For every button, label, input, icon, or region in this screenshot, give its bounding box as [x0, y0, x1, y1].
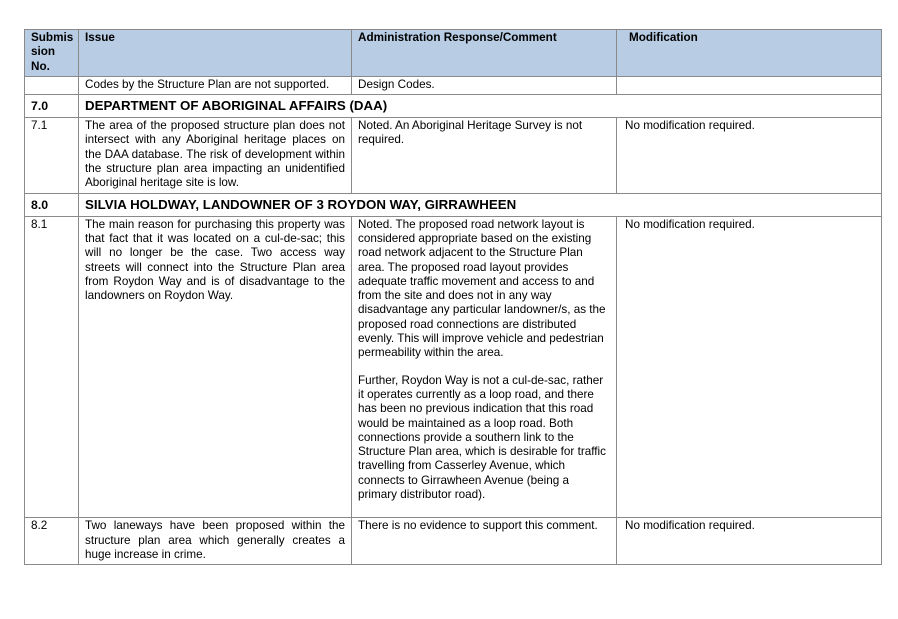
header-response: Administration Response/Comment — [352, 30, 617, 77]
table-row-8-1 — [25, 216, 882, 518]
header-submission-no: Submis sion No. — [25, 30, 79, 77]
cell-number: 7.1 — [25, 118, 79, 193]
table-row-8-2 — [25, 518, 882, 565]
cell-response — [352, 518, 617, 565]
cell-modification: No modification required. — [617, 216, 882, 518]
cell-response — [352, 216, 617, 518]
header-row — [25, 30, 882, 77]
response-paragraph: Further, Roydon Way is not a cul-de-sac, rather it operates currently as a loop road, and there has been no previous indication that this road would be maintained as a loop road. Both connections provide a southern link to the Structure Plan area, which is desirable for traffic travelling from Casserley Avenue, which connects to Girrawheen Avenue (being a primary distributor road). — [358, 373, 606, 502]
cell-issue: The main reason for purchasing this property was that fact that it was located on a cul-de-sac; this will no longer be the case. Two access way streets will connect into the Structure Plan area from Roydon Way and is of disadvantage to the landowners on Roydon Way. — [79, 216, 352, 518]
cell-response: Design Codes. — [352, 76, 617, 94]
response-paragraph: There is no evidence to support this comment. — [358, 519, 598, 533]
header-issue: Issue — [79, 30, 352, 77]
section-title: SILVIA HOLDWAY, LANDOWNER OF 3 ROYDON WAY, GIRRAWHEEN — [79, 193, 882, 216]
cell-response — [352, 118, 617, 193]
cell-issue: Two laneways have been proposed within the structure plan area which generally creates a huge increase in crime. — [79, 518, 352, 565]
cell-number: 8.2 — [25, 518, 79, 565]
section-number: 7.0 — [25, 95, 79, 118]
table-row-continued — [25, 76, 882, 94]
section-row-8 — [25, 193, 882, 216]
submissions-table — [24, 29, 882, 565]
cell-modification: No modification required. — [617, 118, 882, 193]
section-title: DEPARTMENT OF ABORIGINAL AFFAIRS (DAA) — [79, 95, 882, 118]
section-row-7 — [25, 95, 882, 118]
cell-modification: No modification required. — [617, 518, 882, 565]
cell-number: 8.1 — [25, 216, 79, 518]
cell-modification — [617, 76, 882, 94]
cell-issue: The area of the proposed structure plan does not intersect with any Aboriginal heritage places on the DAA database. The risk of development within the structure plan area impacting an unidentified Aboriginal heritage site is low. — [79, 118, 352, 193]
cell-number — [25, 76, 79, 94]
table-row-7-1 — [25, 118, 882, 193]
response-paragraph: Noted. The proposed road network layout is considered appropriate based on the existing road network adjacent to the Structure Plan area. The proposed road layout provides adequate traffic movement and access to and from the site and does not in any way disadvantage any particular landowner/s, as the proposed road connections are distributed evenly. This will improve vehicle and pedestrian permeability within the area. — [358, 217, 606, 360]
header-modification: Modification — [617, 30, 882, 77]
section-number: 8.0 — [25, 193, 79, 216]
response-paragraph: Noted. An Aboriginal Heritage Survey is not required. — [358, 119, 583, 147]
cell-issue: Codes by the Structure Plan are not supported. — [79, 76, 352, 94]
